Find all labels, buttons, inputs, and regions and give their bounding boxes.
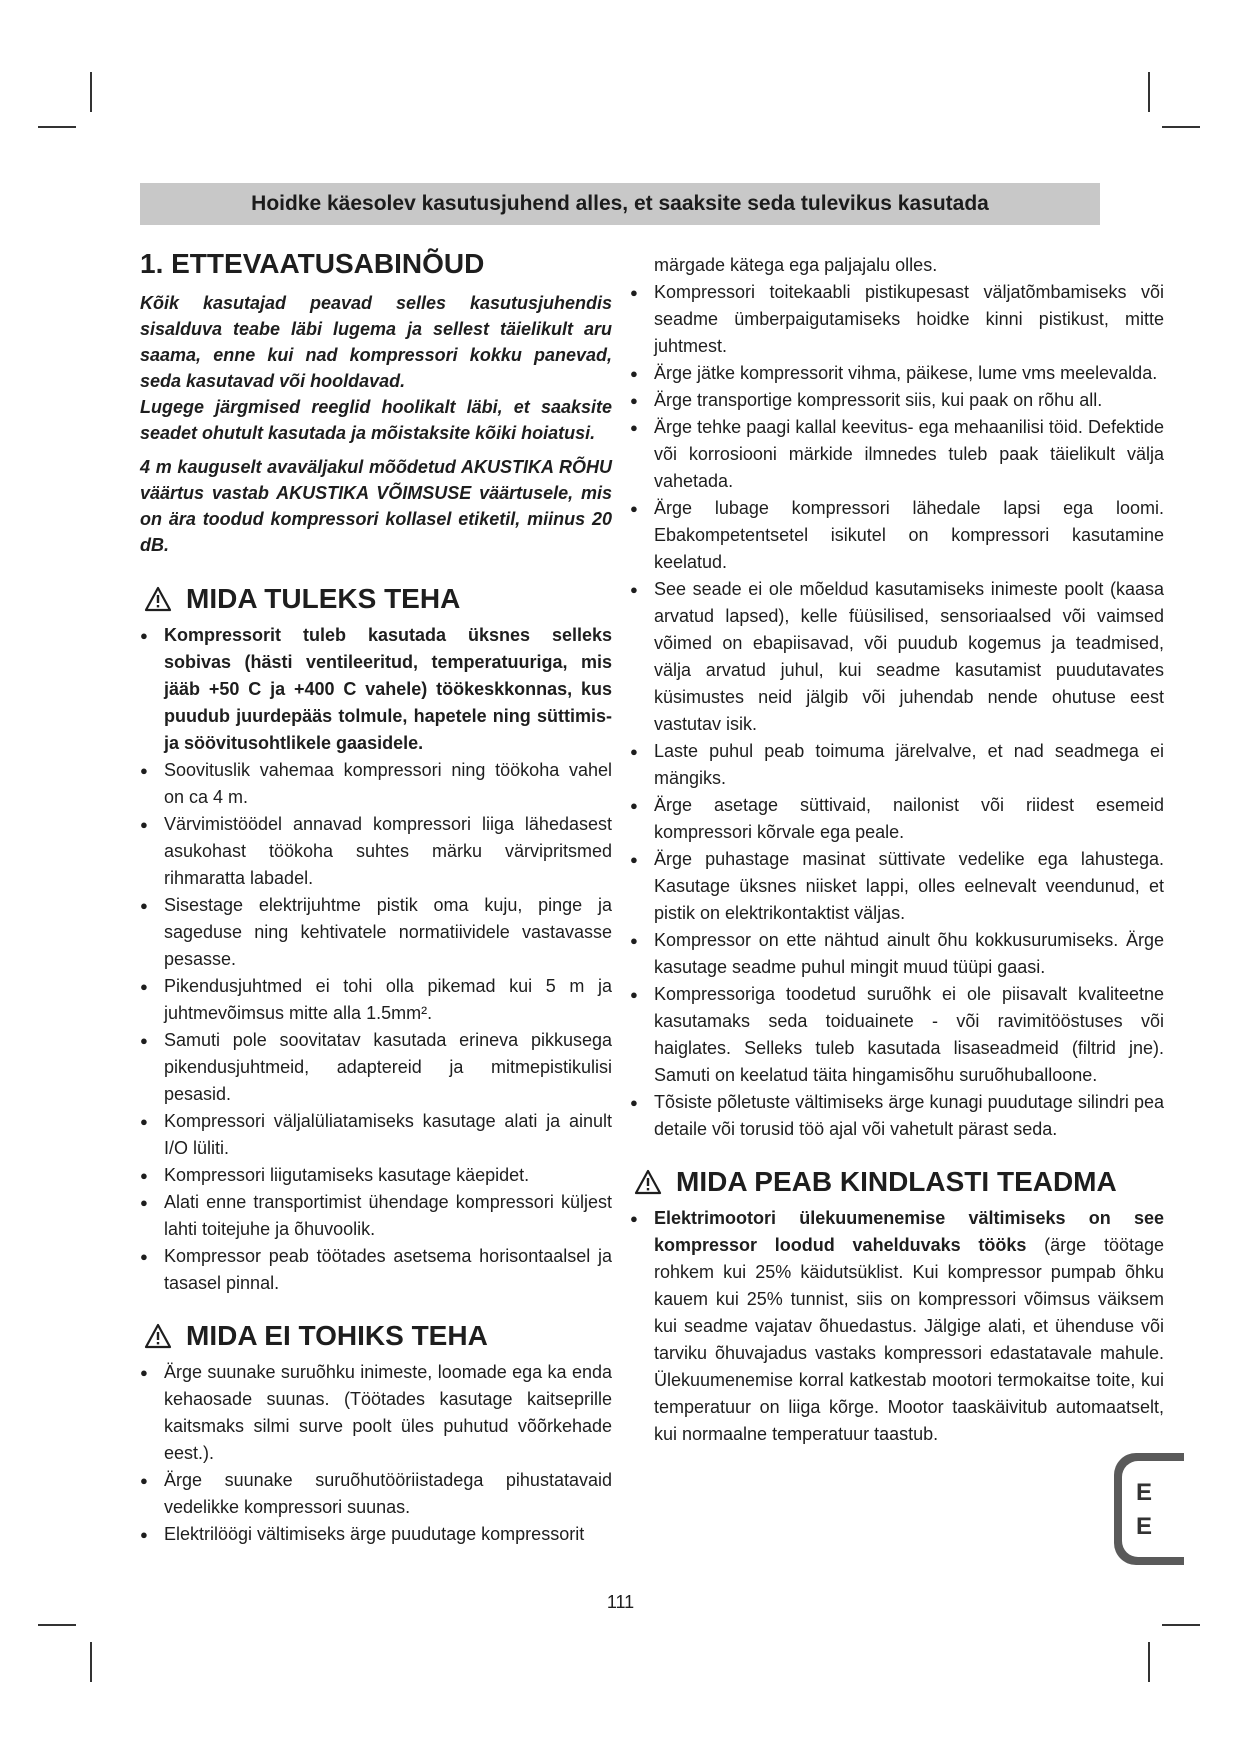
list-item: ● Elektrilöögi vältimiseks ärge puudutage kompressorit bbox=[140, 1521, 612, 1548]
dont-list bbox=[140, 1359, 612, 1548]
warning-icon bbox=[144, 586, 172, 612]
list-item: ● Ärge suunake suruõhku inimeste, loomade ega ka enda kehaosade suunas. (Töötades kasutage kaitseprille kaitsmaks silmi surve poolt üles puhutud võõrkehade eest.). bbox=[140, 1359, 612, 1467]
list-item-continuation: märgade kätega ega paljajalu olles. bbox=[654, 255, 938, 275]
dont-list-continued bbox=[630, 279, 1164, 1143]
warning-icon bbox=[634, 1169, 662, 1195]
list-item-bold: Elektrimootori ülekuumenemise vältimiseks on see kompressor loodud vahelduvaks tööks bbox=[654, 1208, 1164, 1255]
know-list bbox=[630, 1205, 1164, 1448]
list-item: ● Pikendusjuhtmed ei tohi olla pikemad kui 5 m ja juhtmevõimsus mitte alla 1.5mm². bbox=[140, 973, 612, 1027]
list-item: ● Alati enne transportimist ühendage kompressori küljest lahti toitejuhe ja õhuvoolik. bbox=[140, 1189, 612, 1243]
language-tab bbox=[1114, 1453, 1184, 1565]
dont-title: MIDA EI TOHIKS TEHA bbox=[186, 1320, 488, 1351]
list-item: ● Ärge puhastage masinat süttivate vedelike ega lahustega. Kasutage üksnes niisket lappi, olles eelnevalt veendunud, et pistik on elektrikontaktist väljas. bbox=[630, 846, 1164, 927]
list-item: ● Värvimistöödel annavad kompressori liiga lähedasest asukohast töökoha suhtes märku värvipritsmed rihmaratta labadel. bbox=[140, 811, 612, 892]
list-item: ● See seade ei ole mõeldud kasutamiseks inimeste poolt (kaasa arvatud lapsed), kelle füüsilised, sensoriaalsed või vaimsed võimed on ebapiisavad, või puudub kogemus ja teadmised, välja arvatud juhul, kui seadme kasutamist puudutavates küsimustes neid jälgib või juhendab nende ohutuse eest vastutav isik. bbox=[630, 576, 1164, 738]
list-item: ● Sisestage elektrijuhtme pistik oma kuju, pinge ja sageduse ning kehtivatele normatiividele vastavasse pesasse. bbox=[140, 892, 612, 973]
tab-letter: E bbox=[1136, 1479, 1153, 1506]
list-item: ● Kompressori väljalüliatamiseks kasutage alati ja ainult I/O lüliti. bbox=[140, 1108, 612, 1162]
list-item-text: (ärge töötage rohkem kui 25% käidutsüklist. Kui kompressor pumpab õhku kauem kui 25% tunnist, siis on kompressori võimsus väiksem kui seadme vajatav õhuedastus. Jälgige alati, et ühenduse või tarviku õhuvajadus vastaks kompressori edastatavale mahule. Ülekuumenemise korral katkestab mootori termokaitse toite, kui temperatuur on liiga kõrge. Mootor taaskäivitub automaatselt, kui normaalne temperatuur taastub. bbox=[654, 1235, 1164, 1444]
header-banner: Hoidke käesolev kasutusjuhend alles, et saaksite seda tulevikus kasutada bbox=[140, 183, 1100, 225]
list-item: ● Kompressoriga toodetud suruõhk ei ole piisavalt kvaliteetne kasutamaks seda toiduainete - või ravimitööstuses või haiglates. Selleks tuleb kasutada lisaseadmeid (filtrid jne). Samuti on keelatud täita hingamisõhu suruõhuballoone. bbox=[630, 981, 1164, 1089]
tab-letter: E bbox=[1136, 1513, 1153, 1540]
intro-paragraph: 4 m kauguselt avaväljakul mõõdetud AKUSTIKA RÕHU väärtus vastab AKUSTIKA VÕIMSUSE väärtusele, mis on ära toodud kompressori kollasel etiketil, miinus 20 dB. bbox=[140, 457, 612, 555]
crop-mark bbox=[38, 1624, 76, 1626]
crop-mark bbox=[1148, 1642, 1150, 1682]
intro-paragraph: Lugege järgmised reeglid hoolikalt läbi, et saaksite seadet ohutult kasutada ja mõistaksite kõiki hoiatusi. bbox=[140, 397, 612, 443]
list-item: ● Kompressor on ette nähtud ainult õhu kokkusurumiseks. Ärge kasutage seadme puhul mingit muud tüüpi gaasi. bbox=[630, 927, 1164, 981]
list-item: ● Ärge jätke kompressorit vihma, päikese, lume vms meelevalda. bbox=[630, 360, 1164, 387]
crop-mark bbox=[1148, 72, 1150, 112]
do-list bbox=[140, 622, 612, 1297]
intro-paragraph: Kõik kasutajad peavad selles kasutusjuhendis sisalduva teabe läbi lugema ja sellest täielikult aru saama, enne kui nad kompressori kokku panevad, seda kasutavad või hooldavad. bbox=[140, 293, 612, 391]
page-number: 111 bbox=[606, 1592, 635, 1612]
know-heading bbox=[630, 1165, 1164, 1199]
list-item bbox=[630, 1205, 1164, 1448]
list-item: ● Ärge tehke paagi kallal keevitus- ega mehaanilisi töid. Defektide või korrosiooni märkide ilmnedes tuleb paak täielikult välja vahetada. bbox=[630, 414, 1164, 495]
list-item: ● Kompressor peab töötades asetsema horisontaalsel ja tasasel pinnal. bbox=[140, 1243, 612, 1297]
do-heading bbox=[140, 582, 612, 616]
dont-heading bbox=[140, 1319, 612, 1353]
crop-mark bbox=[38, 126, 76, 128]
section-title: 1. ETTEVAATUSABINÕUD bbox=[140, 248, 485, 279]
crop-mark bbox=[90, 72, 92, 112]
crop-mark bbox=[1162, 126, 1200, 128]
warning-icon bbox=[144, 1323, 172, 1349]
do-title: MIDA TULEKS TEHA bbox=[186, 583, 461, 614]
right-column bbox=[630, 252, 1164, 1448]
list-item: ● Ärge transportige kompressorit siis, kui paak on rõhu all. bbox=[630, 387, 1164, 414]
list-item: ● Ärge suunake suruõhutööriistadega pihustatavaid vedelikke kompressori suunas. bbox=[140, 1467, 612, 1521]
list-item: ● Ärge asetage süttivaid, nailonist või riidest esemeid kompressori kõrvale ega peale. bbox=[630, 792, 1164, 846]
list-item: ● Soovituslik vahemaa kompressori ning töökoha vahel on ca 4 m. bbox=[140, 757, 612, 811]
list-item: ● Laste puhul peab toimuma järelvalve, et nad seadmega ei mängiks. bbox=[630, 738, 1164, 792]
crop-mark bbox=[1162, 1624, 1200, 1626]
know-title: MIDA PEAB KINDLASTI TEADMA bbox=[676, 1166, 1117, 1197]
list-item: ● Samuti pole soovitatav kasutada erineva pikkusega pikendusjuhtmeid, adaptereid ja mitmepistikulisi pesasid. bbox=[140, 1027, 612, 1108]
crop-mark bbox=[90, 1642, 92, 1682]
list-item: ● Kompressori toitekaabli pistikupesast väljatõmbamiseks või seadme ümberpaigutamiseks hoidke kinni pistikust, mitte juhtmest. bbox=[630, 279, 1164, 360]
list-item: ● Tõsiste põletuste vältimiseks ärge kunagi puudutage silindri pea detaile või torusid töö ajal või vahetult pärast seda. bbox=[630, 1089, 1164, 1143]
left-column bbox=[140, 246, 612, 1548]
list-item: ● Kompressori liigutamiseks kasutage käepidet. bbox=[140, 1162, 612, 1189]
list-item: ● Kompressorit tuleb kasutada üksnes selleks sobivas (hästi ventileeritud, temperatuuriga, mis jääb +50 C ja +400 C vahele) töökeskkonnas, kus puudub juurdepääs tolmule, hapetele ning süttimis- ja söövitusohtlikele gaasidele. bbox=[140, 622, 612, 757]
list-item: ● Ärge lubage kompressori lähedale lapsi ega loomi. Ebakompetentsetel isikutel on kompressori kasutamine keelatud. bbox=[630, 495, 1164, 576]
